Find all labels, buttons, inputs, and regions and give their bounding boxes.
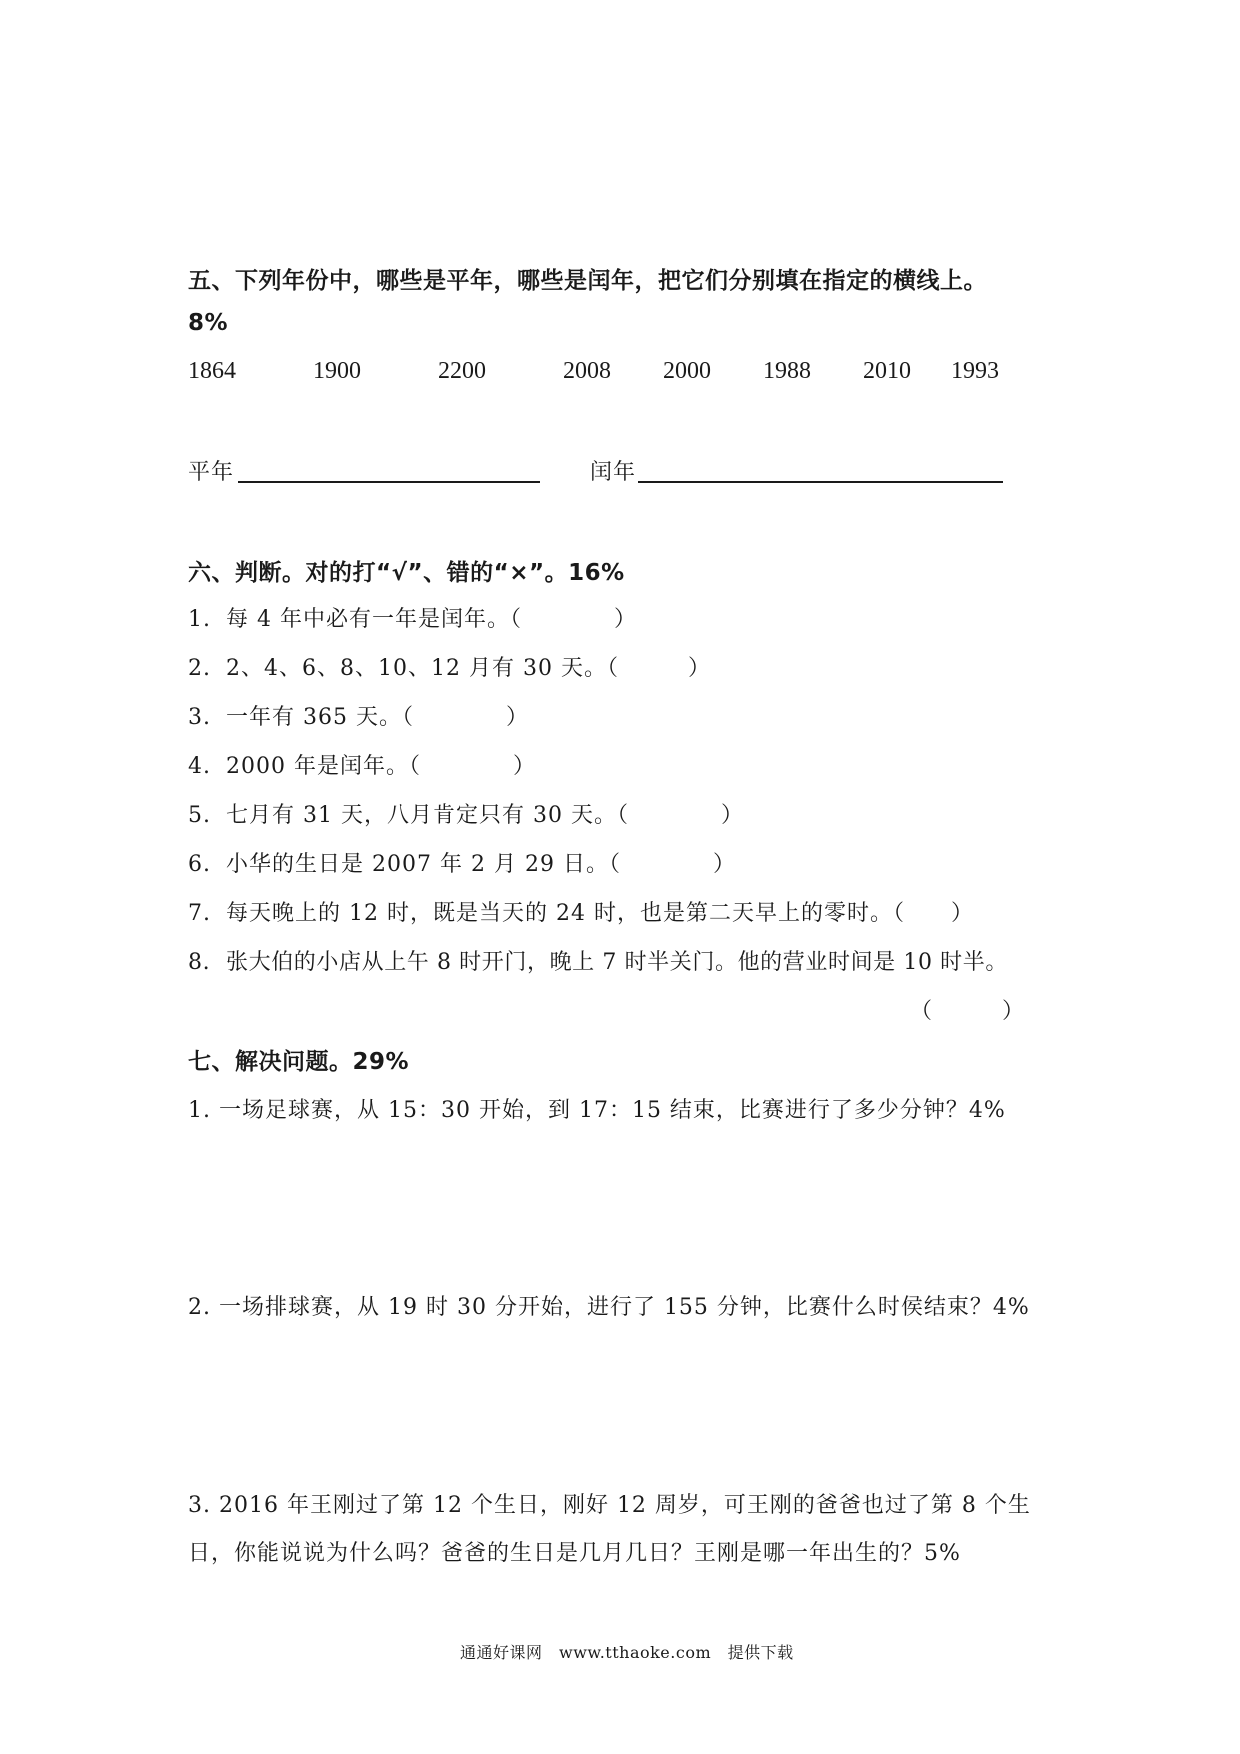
problem-3-line-2: 日，你能说说为什么吗？爸爸的生日是几月几日？王刚是哪一年出生的？5%	[188, 1541, 961, 1566]
item-number: 6.	[188, 852, 211, 877]
item-number: 8.	[188, 950, 211, 975]
item-number: 2.	[188, 656, 211, 681]
item-text: 每天晚上的 12 时，既是当天的 24 时，也是第二天早上的零时。（ ）	[226, 901, 974, 926]
year-2008: 2008	[563, 358, 611, 384]
year-2200: 2200	[438, 358, 486, 384]
item-text: 2、4、6、8、10、12 月有 30 天。（ ）	[226, 656, 711, 681]
year-2010: 2010	[863, 358, 911, 384]
item-text: 2000 年是闰年。（ ）	[226, 754, 536, 779]
leap-year-label: 闰年	[590, 460, 637, 485]
judgment-item-8	[188, 945, 1008, 976]
judgment-item-5	[188, 798, 744, 829]
item-text: 小华的生日是 2007 年 2 月 29 日。（ ）	[226, 852, 736, 877]
problem-2: 2. 一场排球赛，从 19 时 30 分开始，进行了 155 分钟，比赛什么时侯结束？4%	[188, 1295, 1030, 1320]
item-text: 张大伯的小店从上午 8 时开门，晚上 7 时半关门。他的营业时间是 10 时半。	[226, 950, 1008, 975]
item-number: 3.	[188, 705, 211, 730]
item-number: 5.	[188, 803, 211, 828]
problem-1: 1. 一场足球赛，从 15：30 开始，到 17：15 结束，比赛进行了多少分钟？4%	[188, 1098, 1006, 1123]
item-text: 一年有 365 天。（ ）	[226, 705, 529, 730]
section5-score: 8%	[188, 310, 229, 336]
common-year-label: 平年	[188, 460, 235, 485]
judgment-item-2	[188, 651, 711, 682]
year-1900: 1900	[313, 358, 361, 384]
page-footer: 通通好课网 www.tthaoke.com 提供下载	[460, 1643, 794, 1662]
judgment-item-4	[188, 749, 536, 780]
item-number: 1.	[188, 607, 211, 632]
section5-title: 五、下列年份中，哪些是平年，哪些是闰年，把它们分别填在指定的横线上。	[188, 268, 987, 294]
year-1988: 1988	[763, 358, 811, 384]
section7-title: 七、解决问题。29%	[188, 1049, 410, 1075]
item-number: 4.	[188, 754, 211, 779]
judgment-item-7	[188, 896, 974, 927]
judgment-item-6	[188, 847, 736, 878]
judgment-item-1	[188, 602, 637, 633]
judgment-item-3	[188, 700, 529, 731]
year-1993: 1993	[951, 358, 999, 384]
item-text: 每 4 年中必有一年是闰年。（ ）	[226, 607, 637, 632]
year-1864: 1864	[188, 358, 236, 384]
leap-year-answer-line[interactable]	[638, 481, 1003, 483]
problem-3-line-1: 3. 2016 年王刚过了第 12 个生日，刚好 12 周岁，可王刚的爸爸也过了第 8 个生	[188, 1493, 1031, 1518]
item-number: 7.	[188, 901, 211, 926]
section6-title: 六、判断。对的打“√”、错的“×”。16%	[188, 560, 625, 586]
item-text: 七月有 31 天，八月肯定只有 30 天。（ ）	[226, 803, 744, 828]
year-2000: 2000	[663, 358, 711, 384]
common-year-answer-line[interactable]	[238, 481, 540, 483]
item8-answer-bracket[interactable]: （ ）	[910, 999, 1026, 1024]
